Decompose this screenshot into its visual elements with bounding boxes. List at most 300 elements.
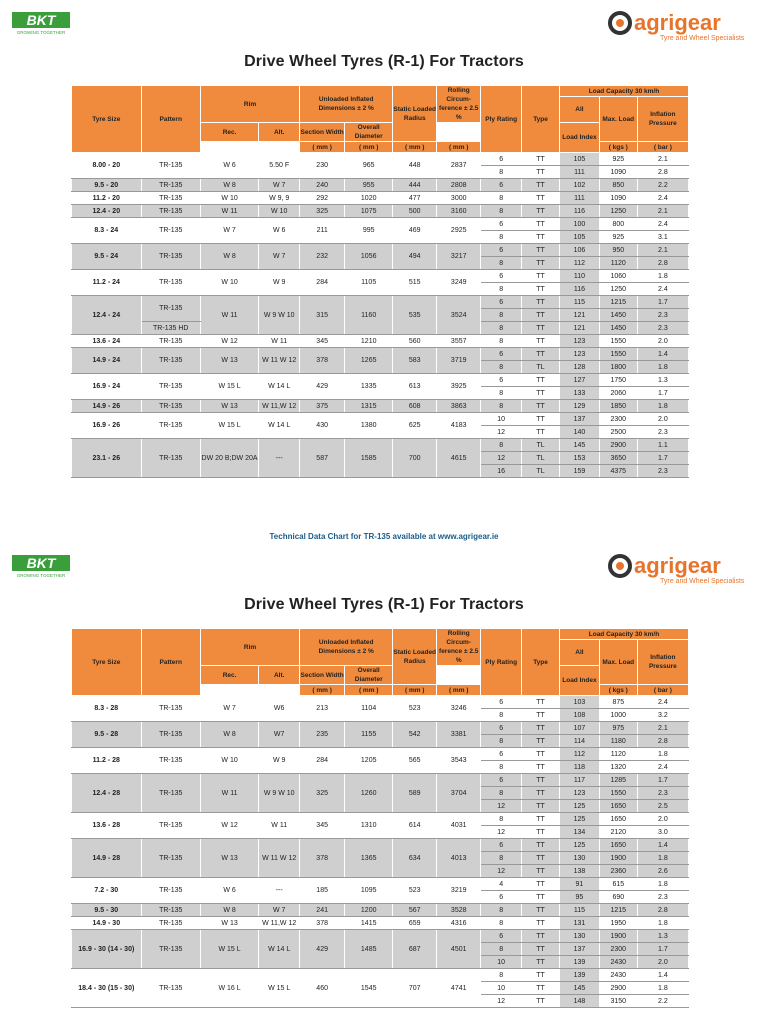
type: TT — [522, 296, 560, 309]
rolling-circumference: 2925 — [437, 218, 481, 244]
col-max-load: Max. Load — [599, 97, 637, 142]
inflation-pressure: 2.1 — [637, 205, 688, 218]
load-index: 145 — [559, 982, 599, 995]
col-rolling-blank — [437, 666, 481, 685]
ply-rating: 12 — [481, 452, 522, 465]
inflation-pressure: 1.8 — [637, 982, 688, 995]
pattern: TR-135 — [141, 270, 200, 296]
type: TT — [522, 761, 560, 774]
type: TT — [522, 878, 560, 891]
section-width: 325 — [300, 205, 345, 218]
type: TT — [522, 335, 560, 348]
blank — [259, 685, 300, 696]
type: TT — [522, 969, 560, 982]
table-row — [72, 722, 689, 735]
pattern: TR-135 — [141, 774, 200, 813]
inflation-pressure: 2.0 — [637, 813, 688, 826]
ply-rating: 6 — [481, 930, 522, 943]
table-row — [72, 348, 689, 361]
load-index: 91 — [559, 878, 599, 891]
type: TT — [522, 852, 560, 865]
max-load: 2900 — [599, 982, 637, 995]
inflation-pressure: 2.3 — [637, 322, 688, 335]
load-index: 137 — [559, 943, 599, 956]
pattern: TR-135 — [141, 904, 200, 917]
rolling-circumference: 4501 — [437, 930, 481, 969]
max-load: 1120 — [599, 257, 637, 270]
load-index: 134 — [559, 826, 599, 839]
type: TT — [522, 244, 560, 257]
type: TT — [522, 891, 560, 904]
section-width: 213 — [300, 696, 345, 722]
col-type: Type — [522, 86, 560, 153]
overall-diameter: 1545 — [345, 969, 393, 1008]
overall-diameter: 1310 — [345, 813, 393, 839]
bkt-wordmark: BKT — [26, 555, 56, 571]
table-row — [72, 179, 689, 192]
ply-rating: 10 — [481, 956, 522, 969]
section-width: 460 — [300, 969, 345, 1008]
rolling-circumference: 3217 — [437, 244, 481, 270]
inflation-pressure: 2.2 — [637, 995, 688, 1008]
tyre-size: 14.9 - 26 — [72, 400, 142, 413]
overall-diameter: 1160 — [345, 296, 393, 335]
ply-rating: 8 — [481, 969, 522, 982]
agrigear-logo — [606, 551, 754, 587]
rim-rec: W 8 — [200, 179, 258, 192]
static-radius: 515 — [393, 270, 437, 296]
col-load-index: Load Index — [559, 666, 599, 696]
rim-alt: --- — [259, 439, 300, 478]
rolling-circumference: 3704 — [437, 774, 481, 813]
rolling-circumference: 3543 — [437, 748, 481, 774]
max-load: 1320 — [599, 761, 637, 774]
type: TT — [522, 270, 560, 283]
rim-alt: W6 — [259, 696, 300, 722]
bkt-wordmark: BKT — [26, 12, 56, 28]
col-section: Section Width — [300, 123, 345, 142]
ply-rating: 6 — [481, 179, 522, 192]
overall-diameter: 1315 — [345, 400, 393, 413]
overall-diameter: 1155 — [345, 722, 393, 748]
pattern: TR-135 — [141, 205, 200, 218]
rim-rec: W 10 — [200, 192, 258, 205]
inflation-pressure: 2.0 — [637, 335, 688, 348]
load-index: 110 — [559, 270, 599, 283]
tyre-size: 11.2 - 20 — [72, 192, 142, 205]
rim-rec: W 8 — [200, 904, 258, 917]
load-index: 121 — [559, 322, 599, 335]
load-index: 138 — [559, 865, 599, 878]
max-load: 1090 — [599, 192, 637, 205]
inflation-pressure: 2.1 — [637, 244, 688, 257]
type: TT — [522, 387, 560, 400]
rolling-circumference: 3524 — [437, 296, 481, 335]
col-inflation: Inflation Pressure — [637, 97, 688, 142]
section-width: 587 — [300, 439, 345, 478]
ply-rating: 8 — [481, 439, 522, 452]
tyre-size: 16.9 - 30 (14 - 30) — [72, 930, 142, 969]
inflation-pressure: 1.7 — [637, 943, 688, 956]
tyre-size: 14.9 - 28 — [72, 839, 142, 878]
inflation-pressure: 2.3 — [637, 309, 688, 322]
overall-diameter: 1200 — [345, 904, 393, 917]
load-index: 137 — [559, 413, 599, 426]
max-load: 1285 — [599, 774, 637, 787]
rolling-circumference: 2808 — [437, 179, 481, 192]
pattern: TR-135 — [141, 296, 200, 322]
section-width: 325 — [300, 774, 345, 813]
max-load: 1450 — [599, 322, 637, 335]
max-load: 1450 — [599, 309, 637, 322]
ply-rating: 8 — [481, 205, 522, 218]
section-width: 284 — [300, 270, 345, 296]
max-load: 615 — [599, 878, 637, 891]
load-index: 103 — [559, 696, 599, 709]
overall-diameter: 1210 — [345, 335, 393, 348]
tyre-size: 9.5 - 20 — [72, 179, 142, 192]
ply-rating: 8 — [481, 322, 522, 335]
type: TT — [522, 735, 560, 748]
load-index: 114 — [559, 735, 599, 748]
ply-rating: 6 — [481, 296, 522, 309]
inflation-pressure: 3.1 — [637, 231, 688, 244]
inflation-pressure: 2.2 — [637, 179, 688, 192]
col-mm: ( mm ) — [345, 142, 393, 153]
load-index: 121 — [559, 309, 599, 322]
max-load: 1550 — [599, 348, 637, 361]
load-index: 115 — [559, 904, 599, 917]
max-load: 975 — [599, 722, 637, 735]
rim-alt: W 7 — [259, 179, 300, 192]
load-index: 130 — [559, 852, 599, 865]
col-bar: ( bar ) — [637, 685, 688, 696]
pattern: TR-135 — [141, 930, 200, 969]
ply-rating: 8 — [481, 387, 522, 400]
max-load: 925 — [599, 153, 637, 166]
table-row — [72, 696, 689, 709]
static-radius: 613 — [393, 374, 437, 400]
overall-diameter: 955 — [345, 179, 393, 192]
rolling-circumference: 3863 — [437, 400, 481, 413]
max-load: 4375 — [599, 465, 637, 478]
rolling-circumference: 3219 — [437, 878, 481, 904]
static-radius: 469 — [393, 218, 437, 244]
ply-rating: 8 — [481, 335, 522, 348]
table-row — [72, 400, 689, 413]
rim-rec: W 11 — [200, 296, 258, 335]
ply-rating: 6 — [481, 748, 522, 761]
rolling-circumference: 3246 — [437, 696, 481, 722]
col-overall: Overall Diameter — [345, 123, 393, 142]
ply-rating: 12 — [481, 995, 522, 1008]
static-radius: 700 — [393, 439, 437, 478]
load-index: 130 — [559, 930, 599, 943]
static-radius: 567 — [393, 904, 437, 917]
ply-rating: 8 — [481, 283, 522, 296]
section-width: 375 — [300, 400, 345, 413]
agrigear-tagline: Tyre and Wheel Specialists — [660, 578, 745, 585]
ply-rating: 12 — [481, 800, 522, 813]
max-load: 1950 — [599, 917, 637, 930]
inflation-pressure: 2.1 — [637, 722, 688, 735]
inflation-pressure: 2.8 — [637, 904, 688, 917]
ply-rating: 8 — [481, 309, 522, 322]
tyre-size: 9.5 - 24 — [72, 244, 142, 270]
static-radius: 523 — [393, 878, 437, 904]
max-load: 1250 — [599, 283, 637, 296]
col-mm: ( mm ) — [300, 142, 345, 153]
pattern: TR-135 — [141, 400, 200, 413]
col-all: All — [559, 97, 599, 123]
ply-rating: 8 — [481, 735, 522, 748]
table-row — [72, 878, 689, 891]
rolling-circumference: 4183 — [437, 413, 481, 439]
rim-alt: W 11,W 12 — [259, 917, 300, 930]
rim-alt: W 11,W 12 — [259, 400, 300, 413]
rim-rec: W 15 L — [200, 930, 258, 969]
static-radius: 535 — [393, 296, 437, 335]
static-radius: 583 — [393, 348, 437, 374]
col-unloaded: Unloaded Inflated Dimensions ± 2 % — [300, 629, 393, 666]
rim-rec: W 15 L — [200, 413, 258, 439]
rolling-circumference: 4615 — [437, 439, 481, 478]
tyre-size: 8.00 - 20 — [72, 153, 142, 179]
inflation-pressure: 1.8 — [637, 361, 688, 374]
tyre-size: 13.6 - 28 — [72, 813, 142, 839]
max-load: 2300 — [599, 943, 637, 956]
rim-alt: W 11 — [259, 813, 300, 839]
max-load: 2360 — [599, 865, 637, 878]
ply-rating: 12 — [481, 426, 522, 439]
pattern: TR-135 — [141, 813, 200, 839]
rim-alt: W 9, 9 — [259, 192, 300, 205]
max-load: 2900 — [599, 439, 637, 452]
section-width: 235 — [300, 722, 345, 748]
rim-rec: W 7 — [200, 218, 258, 244]
section-width: 230 — [300, 153, 345, 179]
static-radius: 494 — [393, 244, 437, 270]
inflation-pressure: 1.4 — [637, 839, 688, 852]
type: TT — [522, 231, 560, 244]
ply-rating: 8 — [481, 904, 522, 917]
load-index: 123 — [559, 335, 599, 348]
col-rim: Rim — [200, 629, 299, 666]
load-index: 95 — [559, 891, 599, 904]
rolling-circumference: 4316 — [437, 917, 481, 930]
static-radius: 542 — [393, 722, 437, 748]
inflation-pressure: 2.4 — [637, 192, 688, 205]
inflation-pressure: 1.4 — [637, 969, 688, 982]
max-load: 1650 — [599, 839, 637, 852]
col-mm: ( mm ) — [393, 685, 437, 696]
load-index: 108 — [559, 709, 599, 722]
pattern: TR-135 — [141, 722, 200, 748]
static-radius: 659 — [393, 917, 437, 930]
rim-rec: W 8 — [200, 244, 258, 270]
rolling-circumference: 3249 — [437, 270, 481, 296]
agrigear-logo — [606, 8, 754, 44]
ply-rating: 16 — [481, 465, 522, 478]
inflation-pressure: 2.4 — [637, 218, 688, 231]
section-width: 185 — [300, 878, 345, 904]
col-pattern: Pattern — [141, 86, 200, 153]
pattern: TR-135 — [141, 748, 200, 774]
inflation-pressure: 1.7 — [637, 296, 688, 309]
inflation-pressure: 1.8 — [637, 852, 688, 865]
load-index: 131 — [559, 917, 599, 930]
rim-alt: W 11 — [259, 335, 300, 348]
type: TT — [522, 348, 560, 361]
load-index: 123 — [559, 787, 599, 800]
col-unloaded: Unloaded Inflated Dimensions ± 2 % — [300, 86, 393, 123]
section-width: 292 — [300, 192, 345, 205]
section-width: 345 — [300, 335, 345, 348]
type: TT — [522, 904, 560, 917]
max-load: 1250 — [599, 205, 637, 218]
inflation-pressure: 1.3 — [637, 930, 688, 943]
static-radius: 565 — [393, 748, 437, 774]
overall-diameter: 1205 — [345, 748, 393, 774]
tyre-size: 9.5 - 30 — [72, 904, 142, 917]
type: TT — [522, 413, 560, 426]
section-width: 345 — [300, 813, 345, 839]
ply-rating: 10 — [481, 982, 522, 995]
static-radius: 500 — [393, 205, 437, 218]
ply-rating: 12 — [481, 865, 522, 878]
overall-diameter: 1075 — [345, 205, 393, 218]
overall-diameter: 1020 — [345, 192, 393, 205]
inflation-pressure: 1.8 — [637, 400, 688, 413]
rim-rec: W 16 L — [200, 969, 258, 1008]
rim-rec: W 8 — [200, 722, 258, 748]
max-load: 1215 — [599, 904, 637, 917]
inflation-pressure: 1.1 — [637, 439, 688, 452]
table-row — [72, 205, 689, 218]
rim-rec: W 10 — [200, 270, 258, 296]
rim-rec: W 12 — [200, 335, 258, 348]
type: TT — [522, 257, 560, 270]
tyre-size: 12.4 - 24 — [72, 296, 142, 335]
load-index: 129 — [559, 400, 599, 413]
table-row — [72, 335, 689, 348]
tyre-size: 23.1 - 26 — [72, 439, 142, 478]
load-index: 125 — [559, 839, 599, 852]
col-ply: Ply Rating — [481, 86, 522, 153]
static-radius: 687 — [393, 930, 437, 969]
rim-rec: W 11 — [200, 205, 258, 218]
ply-rating: 8 — [481, 231, 522, 244]
static-radius: 477 — [393, 192, 437, 205]
max-load: 1650 — [599, 800, 637, 813]
load-index: 116 — [559, 283, 599, 296]
load-index: 123 — [559, 348, 599, 361]
overall-diameter: 1265 — [345, 348, 393, 374]
col-kgs: ( kgs ) — [599, 142, 637, 153]
col-rec: Rec. — [200, 666, 258, 685]
table-row — [72, 904, 689, 917]
rolling-circumference: 3000 — [437, 192, 481, 205]
section-width: 378 — [300, 348, 345, 374]
pattern: TR-135 — [141, 439, 200, 478]
tyre-size: 12.4 - 28 — [72, 774, 142, 813]
max-load: 875 — [599, 696, 637, 709]
col-bar: ( bar ) — [637, 142, 688, 153]
static-radius: 523 — [393, 696, 437, 722]
section-width: 315 — [300, 296, 345, 335]
load-index: 148 — [559, 995, 599, 1008]
max-load: 3150 — [599, 995, 637, 1008]
pattern: TR-135 — [141, 218, 200, 244]
rim-alt: W 10 — [259, 205, 300, 218]
type: TT — [522, 166, 560, 179]
ply-rating: 12 — [481, 826, 522, 839]
tyre-size: 14.9 - 24 — [72, 348, 142, 374]
rim-alt: W 11 W 12 — [259, 348, 300, 374]
type: TT — [522, 283, 560, 296]
table-row — [72, 296, 689, 309]
pattern: TR-135 — [141, 335, 200, 348]
ply-rating: 8 — [481, 192, 522, 205]
ply-rating: 6 — [481, 774, 522, 787]
section-width: 232 — [300, 244, 345, 270]
rim-alt: W 9 — [259, 748, 300, 774]
ply-rating: 8 — [481, 166, 522, 179]
overall-diameter: 995 — [345, 218, 393, 244]
inflation-pressure: 2.3 — [637, 426, 688, 439]
load-index: 128 — [559, 361, 599, 374]
blank — [259, 142, 300, 153]
section-width: 429 — [300, 930, 345, 969]
rim-alt: W 9 W 10 — [259, 774, 300, 813]
load-index: 117 — [559, 774, 599, 787]
rolling-circumference: 3557 — [437, 335, 481, 348]
static-radius: 448 — [393, 153, 437, 179]
max-load: 1650 — [599, 813, 637, 826]
type: TT — [522, 426, 560, 439]
col-load-capacity: Load Capacity 30 km/h — [559, 629, 688, 640]
inflation-pressure: 1.8 — [637, 878, 688, 891]
col-static: Static Loaded Radius — [393, 629, 437, 685]
static-radius: 707 — [393, 969, 437, 1008]
overall-diameter: 1105 — [345, 270, 393, 296]
tyre-size: 16.9 - 24 — [72, 374, 142, 400]
type: TT — [522, 982, 560, 995]
type: TT — [522, 813, 560, 826]
rolling-circumference: 3925 — [437, 374, 481, 400]
max-load: 1800 — [599, 361, 637, 374]
pattern: TR-135 — [141, 374, 200, 400]
max-load: 850 — [599, 179, 637, 192]
ply-rating: 6 — [481, 348, 522, 361]
type: TT — [522, 865, 560, 878]
table-row — [72, 969, 689, 982]
ply-rating: 8 — [481, 813, 522, 826]
type: TT — [522, 930, 560, 943]
table-row — [72, 839, 689, 852]
load-index: 118 — [559, 761, 599, 774]
rim-rec: W 6 — [200, 878, 258, 904]
ply-rating: 8 — [481, 943, 522, 956]
table-row — [72, 774, 689, 787]
rim-rec: W 15 L — [200, 374, 258, 400]
blank — [200, 142, 258, 153]
max-load: 2060 — [599, 387, 637, 400]
agrigear-tagline: Tyre and Wheel Specialists — [660, 35, 745, 42]
rolling-circumference: 4013 — [437, 839, 481, 878]
static-radius: 634 — [393, 839, 437, 878]
inflation-pressure: 1.8 — [637, 270, 688, 283]
